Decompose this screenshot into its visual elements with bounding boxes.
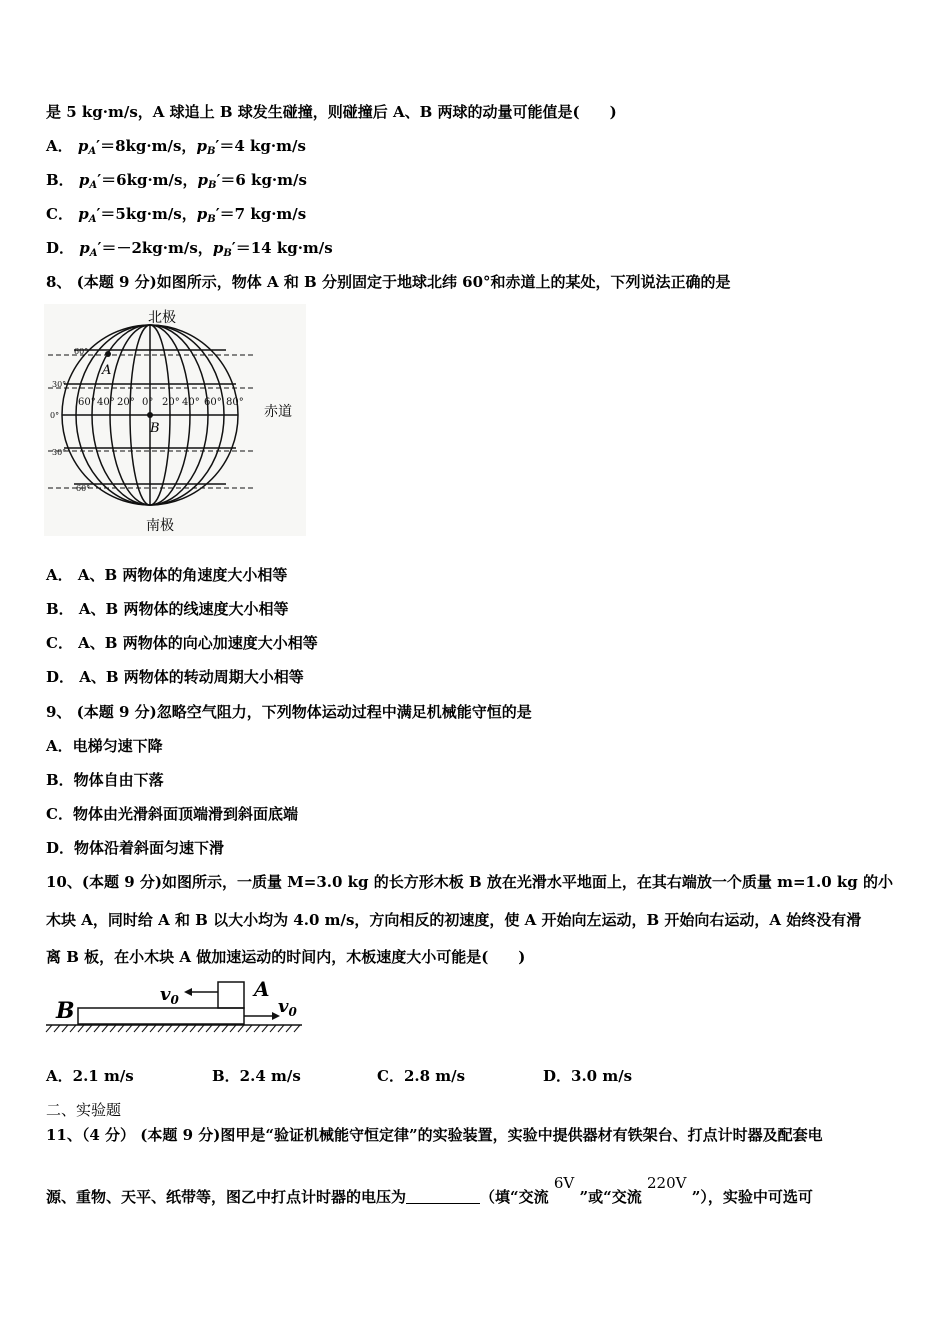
- a-value: ′＝8kg·m/s，: [96, 137, 197, 155]
- option-label: B．: [46, 171, 74, 189]
- p-symbol: p: [79, 239, 90, 257]
- q8-option-c[interactable]: C． A、B 两物体的向心加速度大小相等: [46, 634, 318, 652]
- q7-option-a[interactable]: [46, 136, 306, 162]
- lat-label: 60°: [74, 347, 89, 356]
- q11-text-c: ”或“交流: [579, 1188, 642, 1206]
- velocity-right-label: $v_0$: [278, 996, 297, 1019]
- a-value: ′＝5kg·m/s，: [96, 205, 197, 223]
- p-symbol: p: [196, 205, 208, 223]
- q9-stem: 9、 (本题 9 分)忽略空气阻力，下列物体运动过程中满足机械能守恒的是: [46, 703, 532, 721]
- sub-b: B: [207, 214, 216, 225]
- lon-label: 20°: [117, 397, 135, 408]
- q9-option-b[interactable]: B．物体自由下落: [46, 771, 164, 789]
- lon-label: 80°: [226, 397, 244, 408]
- q11-text-a: 源、重物、天平、纸带等，图乙中打点计时器的电压为: [46, 1188, 407, 1206]
- q9-option-d[interactable]: D．物体沿着斜面匀速下滑: [46, 839, 225, 857]
- point-a-dot: [105, 351, 111, 357]
- q11-line2: [46, 1174, 813, 1207]
- section-title: 二、实验题: [46, 1101, 122, 1119]
- lat-label: 30°: [52, 448, 67, 457]
- b-value: ′＝4 kg·m/s: [215, 137, 306, 155]
- lat-label: 60°: [76, 484, 91, 493]
- p-symbol: p: [78, 205, 89, 223]
- q8-option-b[interactable]: B． A、B 两物体的线速度大小相等: [46, 600, 289, 618]
- option-label: A．: [46, 137, 73, 155]
- lon-label: 60°: [204, 397, 222, 408]
- q8-option-a[interactable]: A． A、B 两物体的角速度大小相等: [46, 566, 288, 584]
- q9-option-a[interactable]: A．电梯匀速下降: [46, 737, 163, 755]
- q11-line1: 11、（4 分） (本题 9 分)图甲是“验证机械能守恒定律”的实验装置，实验中提供器材有铁架台、打点计时器及配套电: [46, 1126, 823, 1144]
- option-label: D．: [46, 239, 75, 257]
- q7-stem-tail: 是 5 kg·m/s，A 球追上 B 球发生碰撞，则碰撞后 A、B 两球的动量可能值是( ): [46, 103, 617, 121]
- lon-label: 40°: [97, 397, 115, 408]
- sub-a: A: [89, 180, 98, 191]
- lon-label: 60°: [78, 397, 96, 408]
- voltage-6v: 6V: [553, 1174, 575, 1192]
- velocity-left-label: $v_0$: [160, 984, 179, 1007]
- sub-b: B: [206, 146, 216, 157]
- q11-text-b: （填“交流: [480, 1188, 549, 1206]
- q10-stem-line1: 10、(本题 9 分)如图所示，一质量 M=3.0 kg 的长方形木板 B 放在光滑水平地面上，在其右端放一个质量 m=1.0 kg 的小: [46, 873, 893, 891]
- board-b: [78, 1008, 244, 1024]
- board-block-figure: [44, 974, 306, 1036]
- block-a: [218, 982, 244, 1008]
- q10-option-c[interactable]: C．2.8 m/s: [377, 1067, 466, 1085]
- lon-label: 20°: [162, 397, 180, 408]
- q10-stem-line3: 离 B 板，在小木块 A 做加速运动的时间内，木板速度大小可能是( ): [46, 948, 526, 966]
- label-b: B: [56, 998, 75, 1024]
- p-symbol: p: [212, 239, 224, 257]
- option-label: C．: [46, 205, 73, 223]
- ground-hatch: [46, 1025, 300, 1032]
- p-symbol: p: [197, 171, 208, 189]
- p-symbol: p: [78, 171, 90, 189]
- label-a: A: [254, 977, 270, 1001]
- answer-blank[interactable]: [406, 1189, 480, 1204]
- q7-option-d[interactable]: [46, 238, 333, 264]
- p-symbol: p: [196, 137, 207, 155]
- point-a-label: A: [102, 363, 112, 378]
- a-value: ′＝6kg·m/s，: [97, 171, 198, 189]
- sub-b: B: [207, 180, 217, 191]
- sub-a: A: [89, 248, 98, 259]
- q10-option-d[interactable]: D．3.0 m/s: [543, 1067, 633, 1085]
- lon-label: 0°: [142, 397, 154, 408]
- b-value: ′＝6 kg·m/s: [216, 171, 307, 189]
- voltage-220v: 220V: [647, 1174, 687, 1192]
- north-pole-label: 北极: [148, 310, 176, 326]
- sub-a: A: [88, 146, 97, 157]
- q8-stem: 8、 (本题 9 分)如图所示，物体 A 和 B 分别固定于地球北纬 60°和赤道上的某处，下列说法正确的是: [46, 273, 731, 291]
- q9-option-c[interactable]: C．物体由光滑斜面顶端滑到斜面底端: [46, 805, 298, 823]
- lat-label: 30°: [52, 380, 67, 389]
- q10-option-a[interactable]: A．2.1 m/s: [46, 1067, 134, 1085]
- q7-option-b[interactable]: [46, 170, 307, 196]
- point-b-dot: [147, 412, 153, 418]
- q10-option-b[interactable]: B．2.4 m/s: [212, 1067, 301, 1085]
- globe-figure: [44, 304, 306, 536]
- south-pole-label: 南极: [146, 518, 174, 534]
- b-value: ′＝14 kg·m/s: [231, 239, 333, 257]
- b-value: ′＝7 kg·m/s: [215, 205, 307, 223]
- lon-label: 40°: [182, 397, 200, 408]
- p-symbol: p: [77, 137, 89, 155]
- q10-stem-line2: 木块 A，同时给 A 和 B 以大小均为 4.0 m/s，方向相反的初速度，使 A 开始向左运动，B 开始向右运动，A 始终没有滑: [46, 911, 862, 929]
- lat-label: 0°: [50, 411, 60, 420]
- q7-option-c[interactable]: [46, 204, 306, 230]
- point-b-label: B: [150, 421, 160, 436]
- sub-b: B: [223, 248, 232, 259]
- sub-a: A: [88, 214, 97, 225]
- q11-text-d: ”），实验中可选可: [691, 1188, 813, 1206]
- a-value: ′＝－2kg·m/s，: [97, 239, 213, 257]
- q8-option-d[interactable]: D． A、B 两物体的转动周期大小相等: [46, 668, 304, 686]
- equator-label: 赤道: [264, 404, 292, 420]
